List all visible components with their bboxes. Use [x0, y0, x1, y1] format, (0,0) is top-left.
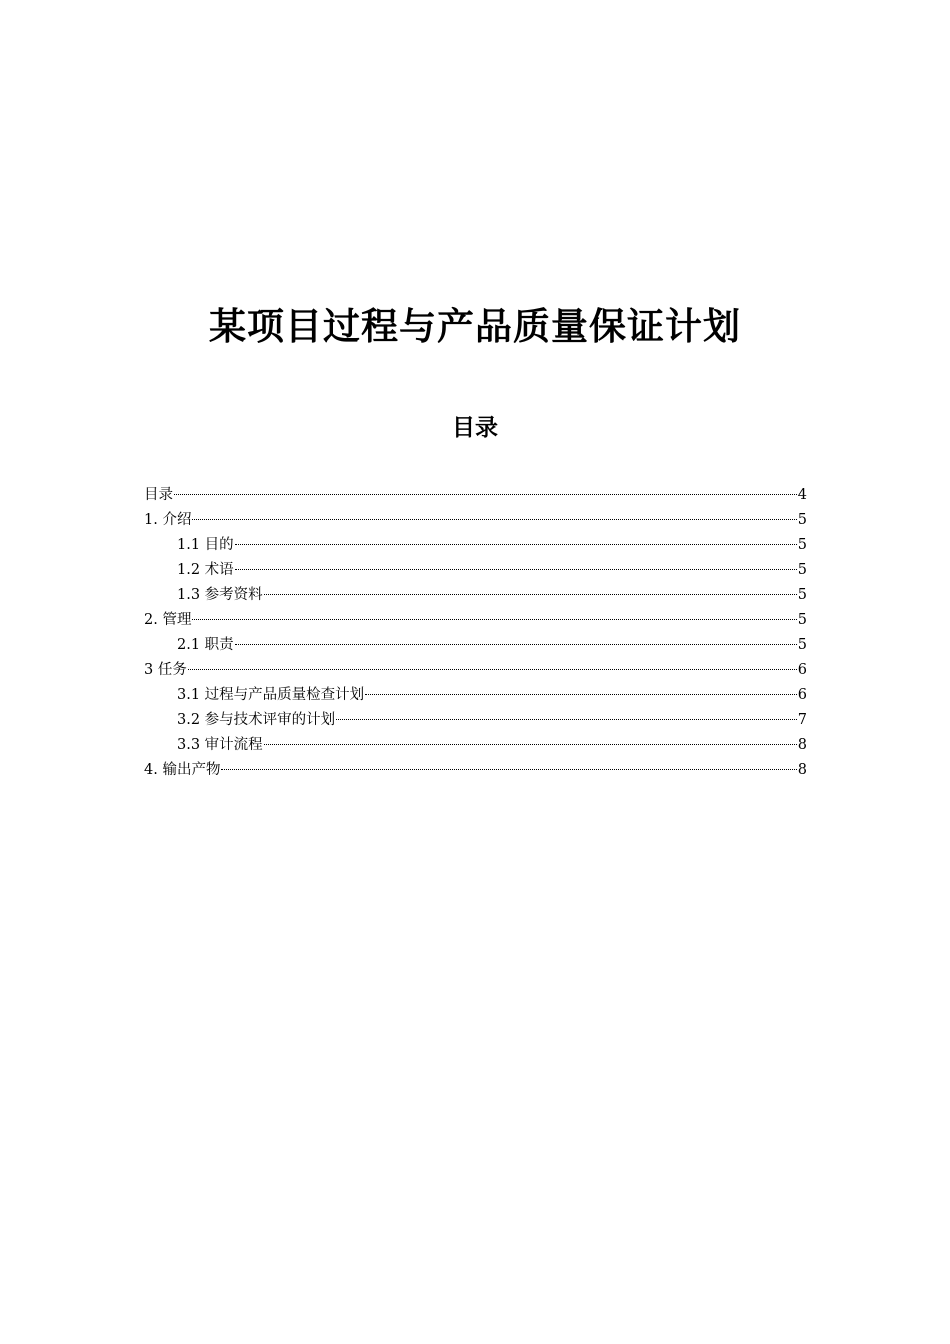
toc-dot-leader	[235, 569, 797, 570]
toc-heading: 目录	[452, 415, 498, 441]
toc-dot-leader	[365, 694, 797, 695]
toc-entry-label: 1.3 参考资料	[177, 587, 263, 603]
toc-entry[interactable]	[144, 633, 807, 658]
toc-entry-page-number: 6	[797, 687, 807, 703]
toc-entry-label: 1.2 术语	[177, 562, 234, 578]
toc-entry-page-number: 5	[797, 512, 807, 528]
toc-entry-page-number: 5	[797, 562, 807, 578]
table-of-contents	[144, 483, 807, 783]
toc-dot-leader	[235, 544, 797, 545]
toc-entry[interactable]	[144, 533, 807, 558]
toc-dot-leader	[192, 619, 796, 620]
toc-entry[interactable]	[144, 608, 807, 633]
toc-entry-label: 2.1 职责	[177, 637, 234, 653]
toc-dot-leader	[192, 519, 796, 520]
toc-entry-page-number: 8	[797, 762, 807, 778]
toc-entry-label: 2. 管理	[144, 612, 192, 628]
toc-dot-leader	[188, 669, 797, 670]
toc-entry-page-number: 5	[797, 612, 807, 628]
toc-entry-label: 3 任务	[144, 662, 187, 678]
toc-entry[interactable]	[144, 508, 807, 533]
toc-entry-label: 1.1 目的	[177, 537, 234, 553]
toc-entry-page-number: 5	[797, 637, 807, 653]
toc-entry-label: 1. 介绍	[144, 512, 192, 528]
toc-dot-leader	[235, 644, 797, 645]
toc-entry[interactable]	[144, 483, 807, 508]
toc-entry-page-number: 8	[797, 737, 807, 753]
toc-dot-leader	[336, 719, 797, 720]
toc-entry-page-number: 6	[797, 662, 807, 678]
toc-dot-leader	[174, 494, 797, 495]
toc-entry-label: 目录	[144, 487, 173, 503]
toc-dot-leader	[221, 769, 796, 770]
toc-entry-page-number: 4	[797, 487, 807, 503]
toc-entry[interactable]	[144, 683, 807, 708]
toc-dot-leader	[264, 594, 797, 595]
toc-entry[interactable]	[144, 583, 807, 608]
document-title: 某项目过程与产品质量保证计划	[209, 305, 741, 348]
toc-entry[interactable]	[144, 758, 807, 783]
toc-entry[interactable]	[144, 658, 807, 683]
toc-entry[interactable]	[144, 558, 807, 583]
toc-dot-leader	[264, 744, 797, 745]
toc-entry-page-number: 5	[797, 587, 807, 603]
toc-entry-page-number: 7	[797, 712, 807, 728]
toc-entry-label: 3.2 参与技术评审的计划	[177, 712, 336, 728]
toc-entry-label: 3.3 审计流程	[177, 737, 263, 753]
toc-entry[interactable]	[144, 733, 807, 758]
toc-entry-label: 4. 输出产物	[144, 762, 221, 778]
toc-entry-label: 3.1 过程与产品质量检查计划	[177, 687, 365, 703]
toc-entry[interactable]	[144, 708, 807, 733]
toc-entry-page-number: 5	[797, 537, 807, 553]
